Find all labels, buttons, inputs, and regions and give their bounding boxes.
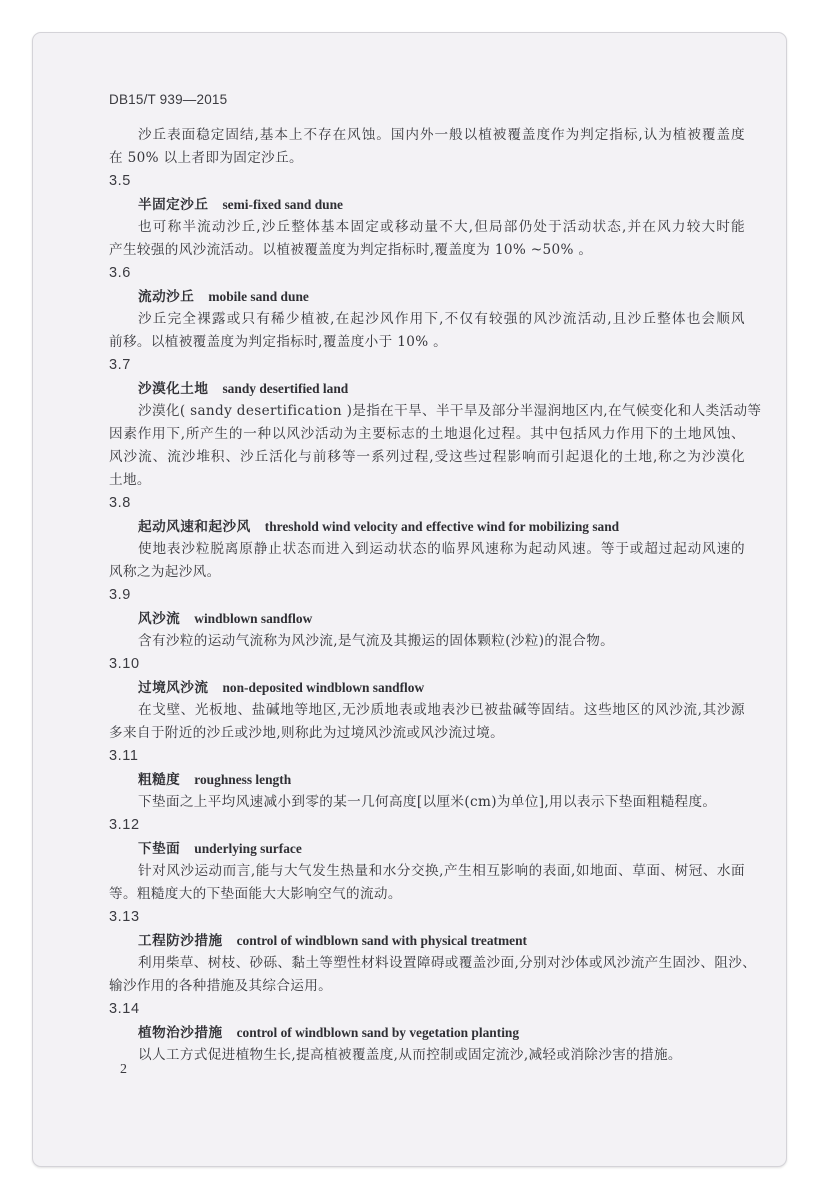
term-en: sandy desertified land <box>222 381 349 396</box>
term-zh: 流动沙丘 <box>138 289 195 305</box>
clause-number: 3.14 <box>109 1001 140 1017</box>
term-zh: 起动风速和起沙风 <box>138 519 251 535</box>
term-zh: 风沙流 <box>138 611 181 627</box>
paragraph-line: 针对风沙运动而言,能与大气发生热量和水分交换,产生相互影响的表面,如地面、草面、树冠、水面 <box>138 863 745 879</box>
term-heading <box>109 768 745 791</box>
document-page <box>32 32 787 1167</box>
paragraph-line: 使地表沙粒脱离原静止状态而进入到运动状态的临界风速称为起动风速。等于或超过起动风速的 <box>138 541 745 557</box>
term-definition <box>109 860 745 906</box>
clause-number: 3.11 <box>109 748 139 764</box>
paragraph-line: 多来自于附近的沙丘或沙地,则称此为过境风沙流或风沙流过境。 <box>109 725 505 741</box>
term-heading <box>109 377 745 400</box>
term-zh: 半固定沙丘 <box>138 197 209 213</box>
term-heading <box>109 285 745 308</box>
paragraph-line: 利用柴草、树枝、砂砾、黏土等塑性材料设置障碍或覆盖沙面,分别对沙体或风沙流产生固沙、阻沙、 <box>138 955 757 971</box>
term-definition <box>109 630 745 653</box>
paragraph-line: 在戈壁、光板地、盐碱地等地区,无沙质地表或地表沙已被盐碱等固结。这些地区的风沙流,其沙源 <box>138 702 745 718</box>
term-zh: 沙漠化土地 <box>138 381 209 397</box>
term-en: semi-fixed sand dune <box>222 197 344 212</box>
page-number: 2 <box>120 1062 127 1077</box>
term-definition <box>109 699 745 745</box>
paragraph-line: 前移。以植被覆盖度为判定指标时,覆盖度小于 10% 。 <box>109 334 448 350</box>
clause-number: 3.6 <box>109 265 131 281</box>
standard-code-header: DB15/T 939—2015 <box>109 92 228 107</box>
clause-number: 3.9 <box>109 587 131 603</box>
term-zh: 过境风沙流 <box>138 680 209 696</box>
term-en: non-deposited windblown sandflow <box>222 680 425 695</box>
term-en: control of windblown sand with physical treatment <box>236 933 527 948</box>
paragraph-line: 以人工方式促进植物生长,提高植被覆盖度,从而控制或固定流沙,减轻或消除沙害的措施。 <box>138 1047 682 1063</box>
term-zh: 工程防沙措施 <box>138 933 223 949</box>
term-en: underlying surface <box>194 841 302 856</box>
term-en: threshold wind velocity and effective wind for mobilizing sand <box>264 519 620 534</box>
clause-number: 3.10 <box>109 656 140 672</box>
paragraph-line: 土地。 <box>109 472 151 488</box>
document-body <box>109 124 762 1067</box>
term-zh: 植物治沙措施 <box>138 1025 223 1041</box>
clause-number: 3.7 <box>109 357 131 373</box>
term-en: mobile sand dune <box>208 289 309 304</box>
term-definition <box>109 791 745 814</box>
paragraph-line: 下垫面之上平均风速减小到零的某一几何高度[以厘米(cm)为单位],用以表示下垫面粗糙程度。 <box>138 794 717 810</box>
term-definition <box>109 400 762 492</box>
term-en: windblown sandflow <box>194 611 313 626</box>
clause-number: 3.5 <box>109 173 131 189</box>
paragraph-line: 沙丘完全裸露或只有稀少植被,在起沙风作用下,不仅有较强的风沙流活动,且沙丘整体也会顺风 <box>138 311 745 327</box>
term-heading <box>109 1021 745 1044</box>
term-en: roughness length <box>194 772 292 787</box>
term-heading <box>109 607 745 630</box>
paragraph-line: 风称之为起沙风。 <box>109 564 221 580</box>
term-definition <box>109 1044 745 1067</box>
term-zh: 下垫面 <box>138 841 181 857</box>
paragraph-line: 沙漠化( sandy desertification )是指在干旱、半干旱及部分半湿润地区内,在气候变化和人类活动等 <box>138 403 762 419</box>
paragraph-line: 等。粗糙度大的下垫面能大大影响空气的流动。 <box>109 886 402 902</box>
clause-3-6 <box>109 262 745 354</box>
term-zh: 粗糙度 <box>138 772 181 788</box>
term-heading <box>109 837 745 860</box>
paragraph-line: 也可称半流动沙丘,沙丘整体基本固定或移动量不大,但局部仍处于活动状态,并在风力较大时能 <box>138 219 745 235</box>
clause-3-11 <box>109 745 745 814</box>
intro-paragraph <box>109 124 745 170</box>
paragraph-line: 风沙流、流沙堆积、沙丘活化与前移等一系列过程,受这些过程影响而引起退化的土地,称之为沙漠化 <box>109 449 745 465</box>
term-en: control of windblown sand by vegetation planting <box>236 1025 520 1040</box>
clause-3-12 <box>109 814 745 906</box>
clause-3-13 <box>109 906 757 998</box>
paragraph-line: 因素作用下,所产生的一种以风沙活动为主要标志的土地退化过程。其中包括风力作用下的土地风蚀、 <box>109 426 745 442</box>
paragraph-line: 输沙作用的各种措施及其综合运用。 <box>109 978 333 994</box>
paragraph-line: 含有沙粒的运动气流称为风沙流,是气流及其搬运的固体颗粒(沙粒)的混合物。 <box>138 633 615 649</box>
clause-3-10 <box>109 653 745 745</box>
term-heading <box>109 676 745 699</box>
clause-3-7 <box>109 354 762 492</box>
paragraph-line: 在 50% 以上者即为固定沙丘。 <box>109 150 303 166</box>
paragraph-line: 产生较强的风沙流活动。以植被覆盖度为判定指标时,覆盖度为 10% ~50% 。 <box>109 242 593 258</box>
term-heading <box>109 193 745 216</box>
term-definition <box>109 952 757 998</box>
clause-3-9 <box>109 584 745 653</box>
clause-3-8 <box>109 492 745 584</box>
clause-number: 3.13 <box>109 909 140 925</box>
term-heading <box>109 515 745 538</box>
term-definition <box>109 308 745 354</box>
term-heading <box>109 929 745 952</box>
clause-number: 3.8 <box>109 495 131 511</box>
clause-3-14 <box>109 998 745 1067</box>
clause-number: 3.12 <box>109 817 140 833</box>
term-definition <box>109 538 745 584</box>
clause-3-5 <box>109 170 745 262</box>
paragraph-line: 沙丘表面稳定固结,基本上不存在风蚀。国内外一般以植被覆盖度作为判定指标,认为植被覆盖度 <box>138 127 745 143</box>
term-definition <box>109 216 745 262</box>
